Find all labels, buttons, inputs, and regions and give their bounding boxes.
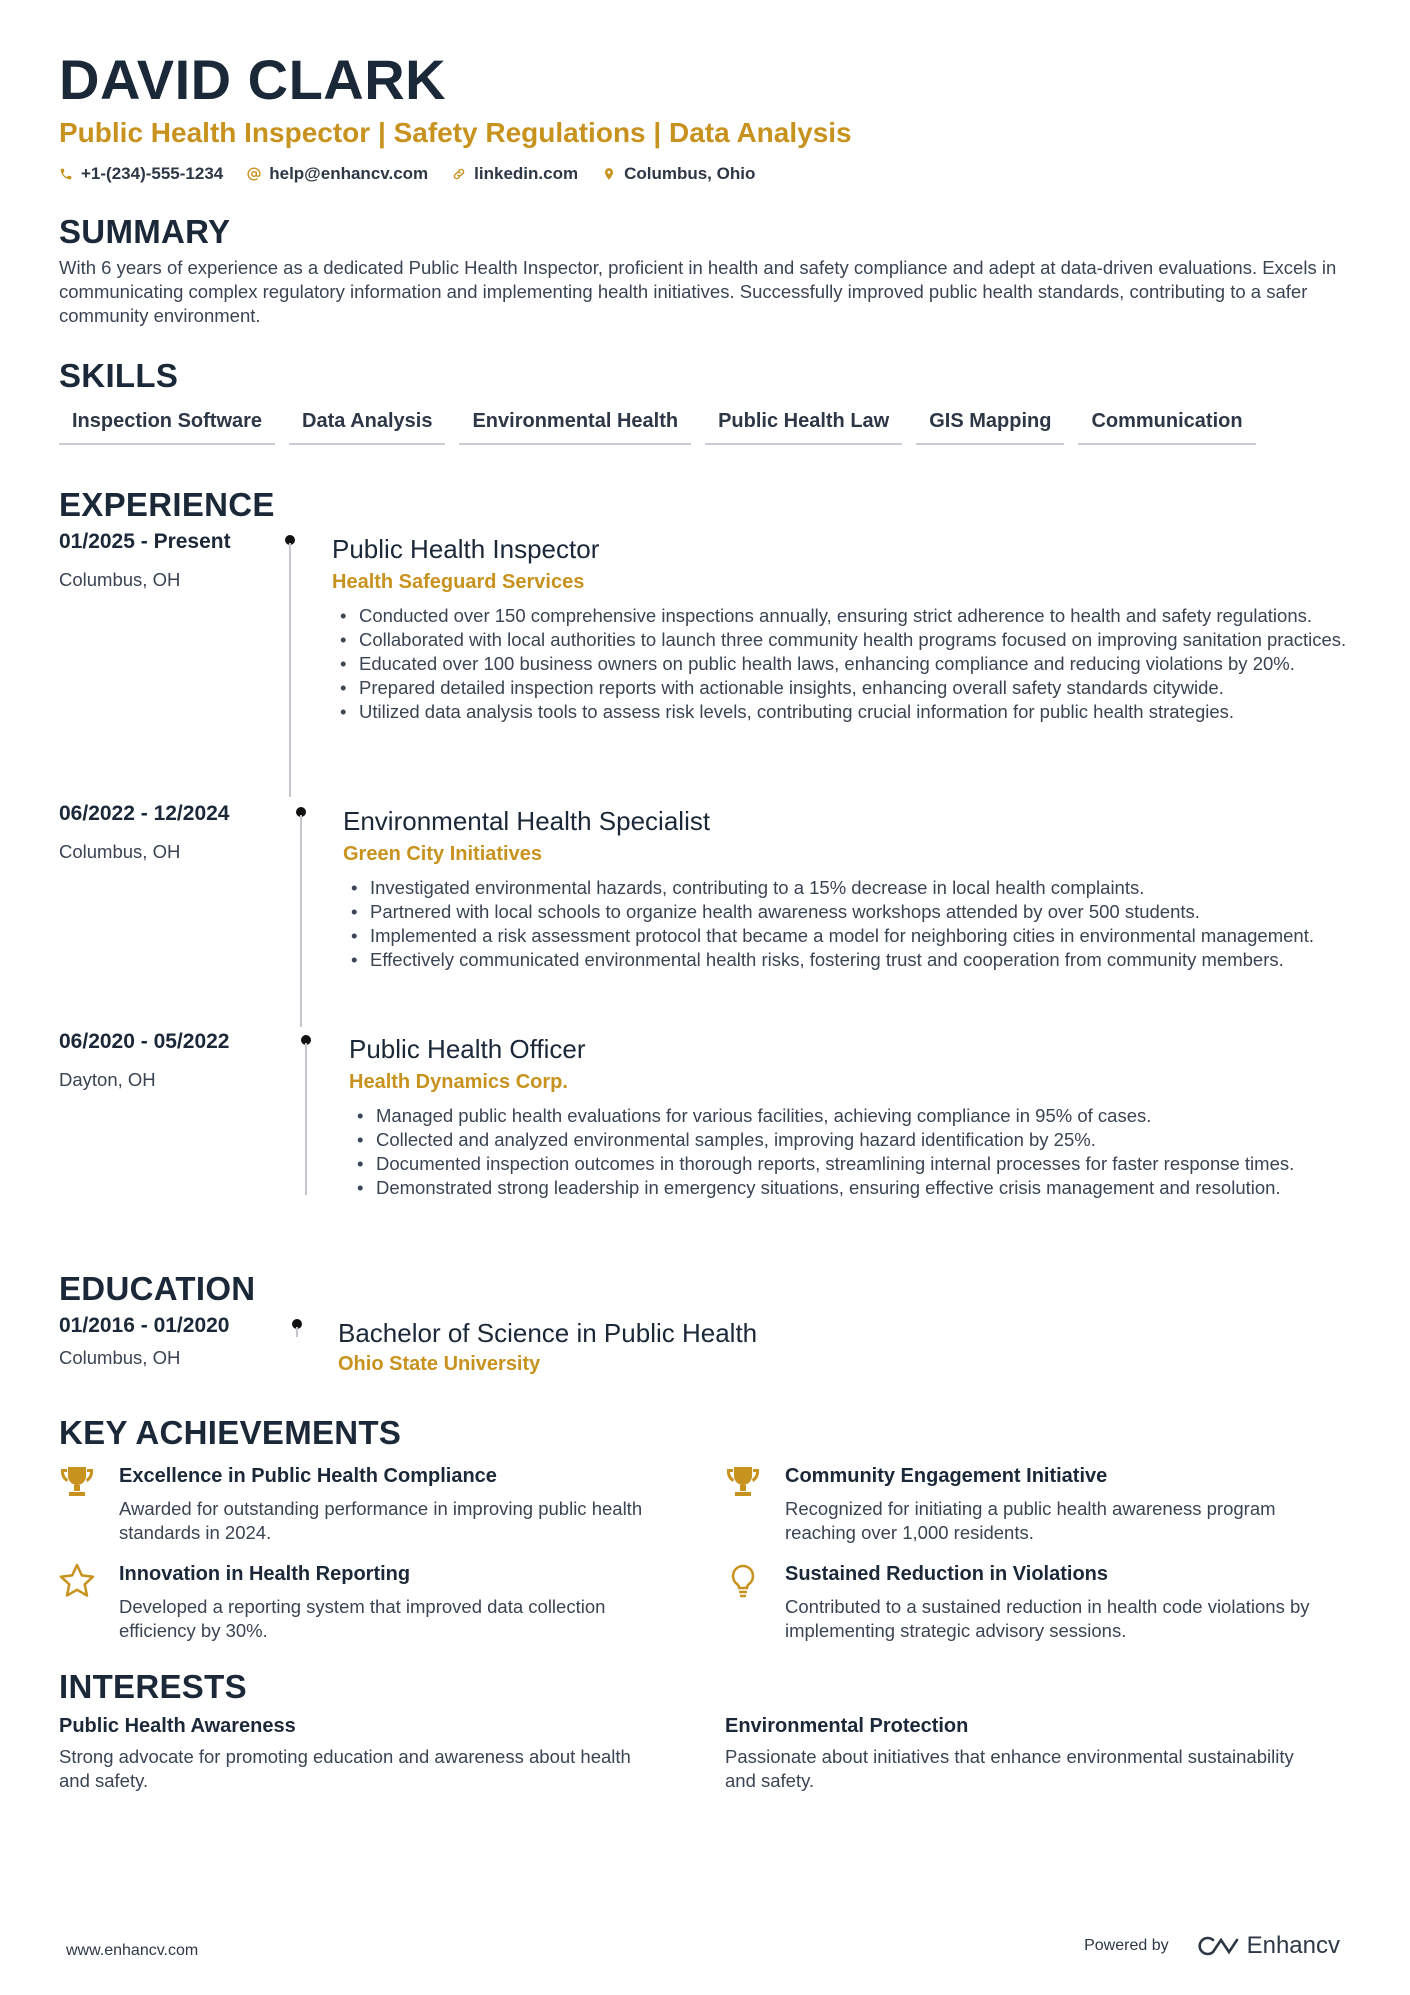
achievement-title: Community Engagement Initiative: [785, 1465, 1108, 1487]
interests-grid: [59, 1713, 1359, 1793]
lightbulb-icon: [725, 1563, 761, 1599]
achievements-heading: KEY ACHIEVEMENTS: [59, 1414, 402, 1451]
at-icon: [247, 167, 261, 181]
candidate-name: DAVID CLARK: [59, 48, 447, 111]
achievement-desc: Awarded for outstanding performance in improving public health standards in 2024.: [119, 1498, 643, 1543]
timeline-line: [300, 815, 302, 1027]
experience-entry: [59, 529, 1359, 801]
achievement-desc: Developed a reporting system that improved data collection efficiency by 30%.: [119, 1596, 606, 1641]
experience-bullet: • Investigated environmental hazards, contributing to a 15% decrease in local health complaints.: [343, 876, 1363, 900]
summary-heading: SUMMARY: [59, 213, 231, 250]
experience-company: Health Dynamics Corp.: [349, 1071, 568, 1093]
education-degree: Bachelor of Science in Public Health: [338, 1318, 758, 1348]
experience-role: Public Health Inspector: [332, 534, 600, 564]
brand-name: Enhancv: [1246, 1932, 1340, 1959]
contact-bar: [59, 164, 1359, 184]
interest-item: [59, 1713, 725, 1793]
experience-bullet: • Collected and analyzed environmental samples, improving hazard identification by 25%.: [349, 1128, 1364, 1152]
experience-dates: 01/2025 - Present: [59, 530, 231, 553]
footer-branding: [1084, 1932, 1340, 1960]
experience-bullets: [332, 604, 1362, 724]
powered-by-label: Powered by: [1084, 1937, 1169, 1954]
location-text: Columbus, Ohio: [624, 164, 756, 183]
email-text: help@enhancv.com: [269, 164, 429, 183]
enhancv-logo-icon: [1193, 1934, 1239, 1958]
brand-logo[interactable]: [1193, 1932, 1340, 1960]
achievement-title: Innovation in Health Reporting: [119, 1563, 411, 1585]
experience-heading: EXPERIENCE: [59, 486, 275, 523]
skill-tag: Data Analysis: [289, 406, 445, 445]
experience-bullet: • Demonstrated strong leadership in emergency situations, ensuring effective crisis management and resolution.: [349, 1176, 1364, 1200]
experience-location: Columbus, OH: [59, 841, 181, 862]
skills-list: [59, 406, 1359, 445]
experience-bullet: • Implemented a risk assessment protocol that became a model for neighboring cities in environmental management.: [343, 924, 1363, 948]
education-dates: 01/2016 - 01/2020: [59, 1314, 230, 1337]
linkedin-text: linkedin.com: [474, 164, 579, 183]
experience-dates: 06/2020 - 05/2022: [59, 1030, 230, 1053]
experience-role: Environmental Health Specialist: [343, 806, 711, 836]
achievement-item: [59, 1463, 725, 1545]
skill-tag: Inspection Software: [59, 406, 275, 445]
interest-title: Environmental Protection: [725, 1715, 969, 1737]
phone-icon: [59, 167, 73, 181]
education-entry: [59, 1313, 1359, 1389]
experience-bullet: • Prepared detailed inspection reports with actionable insights, enhancing overall safety standards citywide.: [332, 676, 1362, 700]
skills-heading: SKILLS: [59, 357, 179, 394]
experience-entry: [59, 801, 1359, 1029]
contact-phone[interactable]: [59, 164, 223, 184]
experience-bullets: [349, 1104, 1364, 1200]
timeline-line: [305, 1043, 307, 1195]
contact-location: [602, 164, 755, 184]
skill-tag: GIS Mapping: [916, 406, 1064, 445]
contact-linkedin[interactable]: [452, 164, 578, 184]
contact-email[interactable]: [247, 164, 428, 184]
achievement-item: [725, 1463, 1359, 1545]
experience-bullets: [343, 876, 1363, 972]
experience-bullet: • Utilized data analysis tools to assess risk levels, contributing crucial information for public health strategies.: [332, 700, 1362, 724]
location-pin-icon: [602, 167, 616, 181]
phone-text: +1-(234)-555-1234: [81, 164, 224, 183]
achievements-grid: [59, 1463, 1359, 1643]
trophy-icon: [59, 1465, 95, 1499]
experience-dates: 06/2022 - 12/2024: [59, 802, 230, 825]
star-icon: [59, 1563, 95, 1597]
achievement-desc: Recognized for initiating a public health awareness program reaching over 1,000 residents.: [785, 1498, 1276, 1543]
experience-bullet: • Collaborated with local authorities to launch three community health programs focused on improving sanitation practices.: [332, 628, 1362, 652]
interest-desc: Strong advocate for promoting education and awareness about health and safety.: [59, 1746, 631, 1791]
achievement-title: Excellence in Public Health Compliance: [119, 1465, 497, 1487]
experience-bullet: • Effectively communicated environmental health risks, fostering trust and cooperation from community members.: [343, 948, 1363, 972]
experience-bullet: • Managed public health evaluations for various facilities, achieving compliance in 95% of cases.: [349, 1104, 1364, 1128]
skill-tag: Environmental Health: [459, 406, 691, 445]
interest-desc: Passionate about initiatives that enhance environmental sustainability and safety.: [725, 1746, 1294, 1791]
link-icon: [452, 167, 466, 181]
trophy-icon: [725, 1465, 761, 1499]
experience-company: Green City Initiatives: [343, 843, 542, 865]
experience-role: Public Health Officer: [349, 1034, 586, 1064]
experience-entry: [59, 1029, 1359, 1269]
achievement-item: [59, 1561, 725, 1643]
experience-location: Dayton, OH: [59, 1069, 156, 1090]
experience-bullet: • Educated over 100 business owners on public health laws, enhancing compliance and reducing violations by 20%.: [332, 652, 1362, 676]
achievement-title: Sustained Reduction in Violations: [785, 1563, 1108, 1585]
education-school: Ohio State University: [338, 1353, 541, 1375]
interest-title: Public Health Awareness: [59, 1715, 296, 1737]
summary-text: With 6 years of experience as a dedicated Public Health Inspector, proficient in health and safety compliance and adept at data-driven evaluations. Excels in communicating complex regulatory information and implementing health initiatives. Successfully improved public health standards, contributing to a safer community environment.: [59, 257, 1337, 326]
education-location: Columbus, OH: [59, 1347, 181, 1368]
education-heading: EDUCATION: [59, 1270, 256, 1307]
experience-company: Health Safeguard Services: [332, 571, 585, 593]
timeline-line: [289, 543, 291, 797]
achievement-item: [725, 1561, 1359, 1643]
footer-website[interactable]: www.enhancv.com: [66, 1942, 199, 1959]
experience-bullet: • Conducted over 150 comprehensive inspections annually, ensuring strict adherence to health and safety regulations.: [332, 604, 1362, 628]
experience-location: Columbus, OH: [59, 569, 181, 590]
skill-tag: Public Health Law: [705, 406, 902, 445]
headline: Public Health Inspector | Safety Regulations | Data Analysis: [59, 117, 852, 148]
interest-item: [725, 1713, 1359, 1793]
achievement-desc: Contributed to a sustained reduction in health code violations by implementing strategic advisory sessions.: [785, 1596, 1310, 1641]
interests-heading: INTERESTS: [59, 1668, 247, 1705]
experience-bullet: • Partnered with local schools to organize health awareness workshops attended by over 500 students.: [343, 900, 1363, 924]
skill-tag: Communication: [1078, 406, 1255, 445]
timeline-line: [296, 1327, 298, 1337]
resume-page: [59, 48, 1359, 1793]
experience-bullet: • Documented inspection outcomes in thorough reports, streamlining internal processes for faster response times.: [349, 1152, 1364, 1176]
